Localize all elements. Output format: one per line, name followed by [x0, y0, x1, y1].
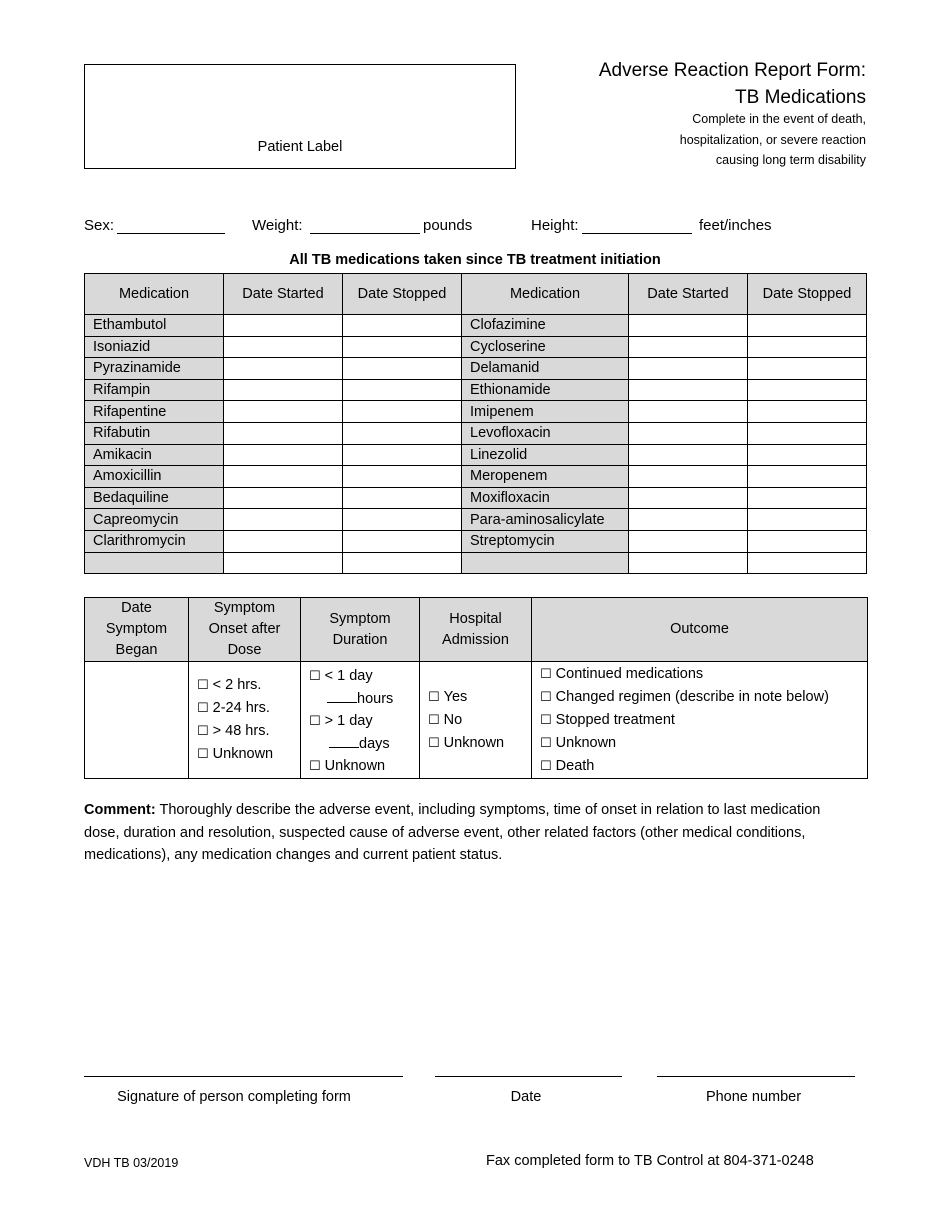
date-stopped-cell[interactable] — [343, 358, 462, 380]
date-started-cell[interactable] — [224, 466, 343, 488]
date-stopped-cell[interactable] — [343, 487, 462, 509]
height-field[interactable] — [582, 219, 692, 234]
date-stopped-cell[interactable] — [748, 466, 867, 488]
hospital-options — [420, 662, 532, 779]
date-stopped-cell[interactable] — [343, 379, 462, 401]
duration-options — [301, 662, 420, 779]
form-code: VDH TB 03/2019 — [84, 1156, 179, 1170]
phone-label: Phone number — [705, 1089, 802, 1105]
medication-name: Streptomycin — [462, 530, 629, 552]
date-started-cell[interactable] — [629, 487, 748, 509]
outcome-option[interactable]: ☐ Changed regimen (describe in note below) — [540, 689, 829, 705]
medication-name: Pyrazinamide — [85, 358, 224, 380]
symptom-table — [84, 597, 868, 779]
medication-name: Clarithromycin — [85, 530, 224, 552]
date-label: Date — [510, 1089, 542, 1105]
date-stopped-cell[interactable] — [748, 444, 867, 466]
table-row — [85, 336, 867, 358]
patient-label-text: Patient Label — [257, 139, 343, 155]
medication-name: Ethionamide — [462, 379, 629, 401]
date-stopped-cell[interactable] — [748, 336, 867, 358]
date-stopped-cell[interactable] — [343, 444, 462, 466]
header-hospital-admission: Hospital Admission — [420, 598, 532, 662]
header-date-stopped: Date Stopped — [748, 274, 867, 315]
date-stopped-cell[interactable] — [343, 401, 462, 423]
date-started-cell[interactable] — [224, 552, 343, 574]
medication-name: Cycloserine — [462, 336, 629, 358]
date-started-cell[interactable] — [629, 552, 748, 574]
onset-option[interactable]: ☐ > 48 hrs. — [197, 723, 270, 739]
table-row — [85, 444, 867, 466]
comment-label: Comment: — [84, 802, 156, 818]
subtitle-line-2: hospitalization, or severe reaction — [679, 132, 866, 147]
checkbox-icon[interactable]: ☐ — [428, 736, 440, 751]
checkbox-icon[interactable]: ☐ — [309, 759, 321, 774]
checkbox-icon[interactable]: ☐ — [428, 713, 440, 728]
weight-field[interactable] — [310, 219, 420, 234]
title-line-2: TB Medications — [735, 87, 866, 108]
checkbox-icon[interactable]: ☐ — [540, 713, 552, 728]
table-row — [85, 358, 867, 380]
patient-label-box — [84, 64, 516, 169]
date-started-cell[interactable] — [629, 509, 748, 531]
date-started-cell[interactable] — [629, 401, 748, 423]
checkbox-icon[interactable]: ☐ — [309, 669, 321, 684]
date-started-cell[interactable] — [224, 444, 343, 466]
onset-option[interactable]: ☐ 2-24 hrs. — [197, 700, 270, 716]
medication-name: Delamanid — [462, 358, 629, 380]
date-stopped-cell[interactable] — [748, 487, 867, 509]
checkbox-icon[interactable]: ☐ — [540, 690, 552, 705]
date-stopped-cell[interactable] — [343, 315, 462, 337]
table-row — [85, 315, 867, 337]
date-stopped-cell[interactable] — [748, 552, 867, 574]
date-started-cell[interactable] — [629, 444, 748, 466]
hours-entry: hours — [309, 688, 419, 710]
table-row — [85, 422, 867, 444]
sex-label: Sex: — [84, 217, 115, 234]
onset-option[interactable]: ☐ < 2 hrs. — [197, 677, 262, 693]
checkbox-icon[interactable]: ☐ — [540, 736, 552, 751]
checkbox-icon[interactable]: ☐ — [197, 701, 209, 716]
medication-name: Imipenem — [462, 401, 629, 423]
date-stopped-cell[interactable] — [748, 401, 867, 423]
outcome-option[interactable]: ☐ Stopped treatment — [540, 712, 675, 728]
signature-line[interactable] — [84, 1076, 403, 1077]
outcome-option[interactable]: ☐ Continued medications — [540, 666, 704, 682]
days-entry: days — [309, 733, 419, 755]
checkbox-icon[interactable]: ☐ — [197, 678, 209, 693]
checkbox-icon[interactable]: ☐ — [309, 714, 321, 729]
sex-field[interactable] — [117, 219, 225, 234]
medication-name: Para-aminosalicylate — [462, 509, 629, 531]
checkbox-icon[interactable]: ☐ — [428, 690, 440, 705]
date-stopped-cell[interactable] — [343, 336, 462, 358]
header-date-started: Date Started — [224, 274, 343, 315]
hospital-option[interactable]: ☐ No — [428, 712, 463, 728]
medication-name: Rifampin — [85, 379, 224, 401]
table-row — [85, 530, 867, 552]
comment-text: Thoroughly describe the adverse event, including symptoms, time of onset in relation to last medication dose, duration and resolution, suspected cause of adverse event, other related factors (other medical conditions, medications), any medication changes and current patient status. — [84, 802, 821, 863]
table-row — [85, 552, 867, 574]
days-blank[interactable] — [329, 733, 359, 748]
date-started-cell[interactable] — [224, 358, 343, 380]
medication-name: Meropenem — [462, 466, 629, 488]
date-stopped-cell[interactable] — [343, 530, 462, 552]
fax-instructions: Fax completed form to TB Control at 804-371-0248 — [486, 1153, 814, 1169]
date-started-cell[interactable] — [224, 487, 343, 509]
subtitle-line-1: Complete in the event of death, — [692, 112, 866, 126]
checkbox-icon[interactable]: ☐ — [540, 759, 552, 774]
form-title — [599, 57, 866, 111]
subtitle-line-3: causing long term disability — [715, 153, 866, 167]
date-started-cell[interactable] — [224, 530, 343, 552]
table-row — [85, 401, 867, 423]
table-row — [85, 487, 867, 509]
checkbox-icon[interactable]: ☐ — [197, 747, 209, 762]
date-started-cell[interactable] — [629, 336, 748, 358]
outcome-options — [532, 662, 868, 779]
date-started-cell[interactable] — [629, 315, 748, 337]
header-medication: Medication — [462, 274, 629, 315]
title-line-1: Adverse Reaction Report Form: — [598, 60, 866, 81]
date-started-cell[interactable] — [629, 530, 748, 552]
medication-name: Capreomycin — [85, 509, 224, 531]
onset-option[interactable]: ☐ Unknown — [197, 746, 274, 762]
medication-name: Linezolid — [462, 444, 629, 466]
date-started-cell[interactable] — [224, 422, 343, 444]
medication-name — [462, 552, 629, 574]
phone-line[interactable] — [657, 1076, 855, 1077]
signature-label: Signature of person completing form — [117, 1089, 351, 1105]
date-started-cell[interactable] — [629, 466, 748, 488]
onset-options — [189, 662, 301, 779]
height-label: Height: — [531, 217, 579, 234]
medication-name: Rifapentine — [85, 401, 224, 423]
date-stopped-cell[interactable] — [748, 358, 867, 380]
medication-name: Rifabutin — [85, 422, 224, 444]
height-unit: feet/inches — [699, 217, 772, 234]
medication-name: Ethambutol — [85, 315, 224, 337]
date-stopped-cell[interactable] — [748, 509, 867, 531]
date-stopped-cell[interactable] — [343, 466, 462, 488]
checkbox-icon[interactable]: ☐ — [197, 724, 209, 739]
form-subtitle — [680, 109, 866, 171]
medication-name: Levofloxacin — [462, 422, 629, 444]
hours-blank[interactable] — [327, 688, 357, 703]
date-stopped-cell[interactable] — [748, 379, 867, 401]
duration-option[interactable]: ☐ > 1 day — [309, 713, 373, 729]
comment-block — [84, 799, 854, 867]
date-started-cell[interactable] — [629, 358, 748, 380]
duration-option[interactable]: ☐ < 1 day — [309, 668, 373, 684]
outcome-option[interactable]: ☐ Death — [540, 758, 595, 774]
date-started-cell[interactable] — [224, 336, 343, 358]
date-started-cell[interactable] — [224, 401, 343, 423]
medication-table-title: All TB medications taken since TB treatment initiation — [289, 252, 661, 268]
date-stopped-cell[interactable] — [748, 315, 867, 337]
table-row — [85, 509, 867, 531]
date-stopped-cell[interactable] — [748, 530, 867, 552]
date-line[interactable] — [435, 1076, 622, 1077]
medication-name: Moxifloxacin — [462, 487, 629, 509]
hospital-option[interactable]: ☐ Unknown — [428, 735, 505, 751]
header-date-stopped: Date Stopped — [343, 274, 462, 315]
medication-name: Amikacin — [85, 444, 224, 466]
table-row — [85, 379, 867, 401]
outcome-option[interactable]: ☐ Unknown — [540, 735, 617, 751]
table-row — [85, 466, 867, 488]
header-symptom-onset: Symptom Onset after Dose — [189, 598, 301, 662]
date-stopped-cell[interactable] — [343, 552, 462, 574]
checkbox-icon[interactable]: ☐ — [540, 667, 552, 682]
duration-option[interactable]: ☐ Unknown — [309, 758, 386, 774]
date-symptom-began-cell[interactable] — [85, 662, 189, 779]
header-outcome: Outcome — [532, 598, 868, 662]
date-stopped-cell[interactable] — [343, 422, 462, 444]
date-started-cell[interactable] — [224, 379, 343, 401]
medication-name: Isoniazid — [85, 336, 224, 358]
medication-name: Amoxicillin — [85, 466, 224, 488]
header-medication: Medication — [85, 274, 224, 315]
hospital-option[interactable]: ☐ Yes — [428, 689, 468, 705]
date-stopped-cell[interactable] — [343, 509, 462, 531]
date-started-cell[interactable] — [224, 315, 343, 337]
medication-name: Bedaquiline — [85, 487, 224, 509]
medication-name: Clofazimine — [462, 315, 629, 337]
header-date-started: Date Started — [629, 274, 748, 315]
weight-label: Weight: — [252, 217, 303, 234]
weight-unit: pounds — [423, 217, 473, 234]
comment-area[interactable] — [84, 870, 866, 1060]
date-started-cell[interactable] — [224, 509, 343, 531]
date-stopped-cell[interactable] — [748, 422, 867, 444]
header-date-symptom-began: Date Symptom Began — [85, 598, 189, 662]
header-symptom-duration: Symptom Duration — [301, 598, 420, 662]
date-started-cell[interactable] — [629, 422, 748, 444]
medication-table — [84, 273, 867, 574]
date-started-cell[interactable] — [629, 379, 748, 401]
medication-name — [85, 552, 224, 574]
